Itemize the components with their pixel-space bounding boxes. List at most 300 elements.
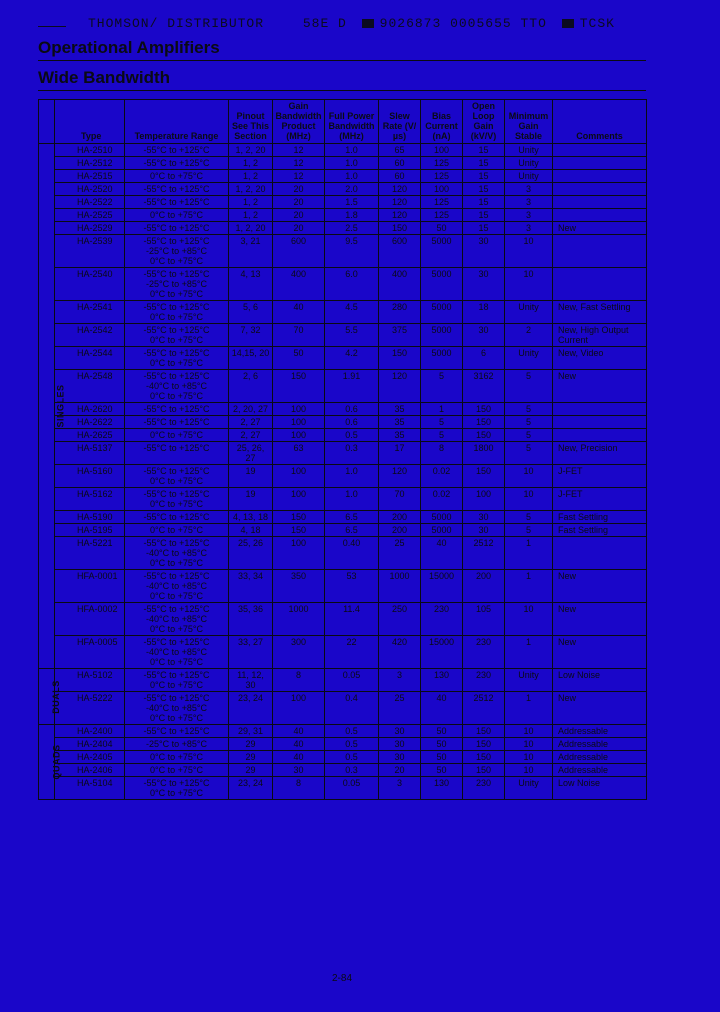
bias-current-cell: 50 (421, 222, 463, 235)
open-loop-gain-cell: 2512 (463, 537, 505, 570)
group-label: QUADS (51, 744, 62, 780)
temperature-range-line: -55°C to +125°C (143, 604, 210, 614)
gain-bandwidth-cell: 40 (273, 725, 325, 738)
temperature-range-line: -55°C to +125°C (143, 670, 210, 680)
full-power-bandwidth-cell: 6.5 (325, 511, 379, 524)
type-cell: HA-2529 (55, 222, 125, 235)
type-cell: HA-2542 (55, 324, 125, 347)
type-cell: HA-2400 (55, 725, 125, 738)
gain-bandwidth-cell: 40 (273, 751, 325, 764)
col-header-open-loop-gain: Open Loop Gain (kV/V) (463, 100, 505, 144)
min-gain-stable-cell: Unity (505, 301, 553, 324)
col-header-comments: Comments (553, 100, 647, 144)
min-gain-stable-cell: 10 (505, 603, 553, 636)
type-cell: HA-2510 (55, 144, 125, 157)
table-row (39, 416, 647, 429)
pinout-cell: 5, 6 (229, 301, 273, 324)
comments-cell: New, Fast Settling (553, 301, 647, 324)
temperature-range-line: -40°C to +85°C (146, 548, 207, 558)
table-row (39, 465, 647, 488)
temperature-range-line: -40°C to +85°C (146, 647, 207, 657)
temperature-cell (125, 465, 229, 488)
comments-cell (553, 196, 647, 209)
subsection-title: Wide Bandwidth (38, 68, 171, 87)
bias-current-cell: 100 (421, 183, 463, 196)
temperature-cell (125, 537, 229, 570)
table-row (39, 570, 647, 603)
type-cell: HA-5162 (55, 488, 125, 511)
type-cell: HA-2544 (55, 347, 125, 370)
temperature-range-line: 0°C to +75°C (150, 525, 203, 535)
open-loop-gain-cell: 15 (463, 196, 505, 209)
header-code-1: 58E D (302, 16, 347, 31)
min-gain-stable-cell: 5 (505, 403, 553, 416)
temperature-range-line: -55°C to +125°C (143, 417, 210, 427)
full-power-bandwidth-cell: 1.0 (325, 488, 379, 511)
col-header-temperature: Temperature Range (125, 100, 229, 144)
temperature-range-line: 0°C to +75°C (150, 680, 203, 690)
slew-rate-cell: 60 (379, 170, 421, 183)
temperature-range-line: -55°C to +125°C (143, 778, 210, 788)
slew-rate-cell: 20 (379, 764, 421, 777)
open-loop-gain-cell: 230 (463, 669, 505, 692)
temperature-range-line: 0°C to +75°C (150, 312, 203, 322)
temperature-range-line: -55°C to +125°C (143, 223, 210, 233)
open-loop-gain-cell: 105 (463, 603, 505, 636)
full-power-bandwidth-cell: 5.5 (325, 324, 379, 347)
temperature-cell (125, 324, 229, 347)
full-power-bandwidth-cell: 0.05 (325, 669, 379, 692)
bias-current-cell: 50 (421, 751, 463, 764)
type-cell: HA-5221 (55, 537, 125, 570)
temperature-range-line: -55°C to +125°C (143, 145, 210, 155)
table-row (39, 524, 647, 537)
temperature-cell (125, 183, 229, 196)
table-row (39, 196, 647, 209)
open-loop-gain-cell: 2512 (463, 692, 505, 725)
pinout-cell: 25, 26, 27 (229, 442, 273, 465)
pinout-cell: 1, 2, 20 (229, 222, 273, 235)
table-row (39, 429, 647, 442)
comments-cell: Addressable (553, 738, 647, 751)
full-power-bandwidth-cell: 0.5 (325, 738, 379, 751)
min-gain-stable-cell: Unity (505, 170, 553, 183)
temperature-range-line: -25°C to +85°C (146, 246, 207, 256)
temperature-cell (125, 301, 229, 324)
type-cell: HA-5102 (55, 669, 125, 692)
temperature-range-line: 0°C to +75°C (150, 210, 203, 220)
temperature-cell (125, 524, 229, 537)
table-row (39, 222, 647, 235)
full-power-bandwidth-cell: 0.3 (325, 764, 379, 777)
temperature-cell (125, 144, 229, 157)
comments-cell: New (553, 692, 647, 725)
col-header-bias-current: Bias Current (nA) (421, 100, 463, 144)
min-gain-stable-cell: Unity (505, 144, 553, 157)
bias-current-cell: 5000 (421, 524, 463, 537)
type-cell: HA-2406 (55, 764, 125, 777)
full-power-bandwidth-cell: 2.5 (325, 222, 379, 235)
comments-cell: Low Noise (553, 669, 647, 692)
bias-current-cell: 125 (421, 157, 463, 170)
table-row (39, 537, 647, 570)
full-power-bandwidth-cell: 1.0 (325, 170, 379, 183)
full-power-bandwidth-cell: 1.5 (325, 196, 379, 209)
temperature-range-line: -55°C to +125°C (143, 236, 210, 246)
full-power-bandwidth-cell: 0.6 (325, 416, 379, 429)
bias-current-cell: 100 (421, 144, 463, 157)
spec-table-body (39, 144, 647, 800)
bias-current-cell: 40 (421, 692, 463, 725)
bias-current-cell: 5000 (421, 347, 463, 370)
group-label-cell (39, 669, 61, 725)
temperature-cell (125, 488, 229, 511)
min-gain-stable-cell: 10 (505, 235, 553, 268)
temperature-range-line: -55°C to +125°C (143, 158, 210, 168)
gain-bandwidth-cell: 100 (273, 537, 325, 570)
comments-cell: Addressable (553, 751, 647, 764)
table-row (39, 777, 647, 800)
slew-rate-cell: 280 (379, 301, 421, 324)
pinout-cell: 4, 13, 18 (229, 511, 273, 524)
bias-current-cell: 15000 (421, 636, 463, 669)
min-gain-stable-cell: 1 (505, 537, 553, 570)
table-row (39, 751, 647, 764)
temperature-cell (125, 429, 229, 442)
type-cell: HA-2520 (55, 183, 125, 196)
gain-bandwidth-cell: 12 (273, 170, 325, 183)
open-loop-gain-cell: 150 (463, 764, 505, 777)
min-gain-stable-cell: 5 (505, 524, 553, 537)
full-power-bandwidth-cell: 6.0 (325, 268, 379, 301)
table-row (39, 488, 647, 511)
comments-cell: Addressable (553, 764, 647, 777)
slew-rate-cell: 400 (379, 268, 421, 301)
comments-cell: J-FET (553, 488, 647, 511)
table-row (39, 157, 647, 170)
min-gain-stable-cell: 10 (505, 764, 553, 777)
col-header-slew-rate: Slew Rate (V/µs) (379, 100, 421, 144)
col-header-gain-bandwidth: Gain Bandwidth Product (MHz) (273, 100, 325, 144)
pinout-cell: 14,15, 20 (229, 347, 273, 370)
type-cell: HA-2539 (55, 235, 125, 268)
temperature-range-line: -55°C to +125°C (143, 302, 210, 312)
table-row (39, 235, 647, 268)
open-loop-gain-cell: 15 (463, 144, 505, 157)
comments-cell: Addressable (553, 725, 647, 738)
temperature-cell (125, 196, 229, 209)
type-cell: HA-5195 (55, 524, 125, 537)
pinout-cell: 2, 27 (229, 416, 273, 429)
comments-cell (553, 268, 647, 301)
gain-bandwidth-cell: 150 (273, 511, 325, 524)
gain-bandwidth-cell: 12 (273, 157, 325, 170)
slew-rate-cell: 120 (379, 183, 421, 196)
temperature-range-line: -55°C to +125°C (143, 693, 210, 703)
temperature-cell (125, 692, 229, 725)
col-header-full-power-bandwidth: Full Power Bandwidth (MHz) (325, 100, 379, 144)
slew-rate-cell: 120 (379, 370, 421, 403)
temperature-range-line: -55°C to +125°C (143, 197, 210, 207)
comments-cell (553, 183, 647, 196)
type-cell: HA-5104 (55, 777, 125, 800)
pinout-cell: 2, 20, 27 (229, 403, 273, 416)
pinout-cell: 23, 24 (229, 692, 273, 725)
comments-cell: Low Noise (553, 777, 647, 800)
temperature-range-line: -55°C to +125°C (143, 371, 210, 381)
section-title-rule (38, 60, 646, 61)
type-cell: HA-2625 (55, 429, 125, 442)
table-row (39, 603, 647, 636)
temperature-range-line: 0°C to +75°C (150, 752, 203, 762)
comments-cell (553, 235, 647, 268)
table-row (39, 764, 647, 777)
gain-bandwidth-cell: 8 (273, 669, 325, 692)
open-loop-gain-cell: 200 (463, 570, 505, 603)
full-power-bandwidth-cell: 2.0 (325, 183, 379, 196)
temperature-range-line: 0°C to +75°C (150, 591, 203, 601)
temperature-range-line: 0°C to +75°C (150, 391, 203, 401)
min-gain-stable-cell: 5 (505, 416, 553, 429)
table-row (39, 209, 647, 222)
gain-bandwidth-cell: 20 (273, 209, 325, 222)
type-cell: HA-5190 (55, 511, 125, 524)
comments-cell (553, 429, 647, 442)
slew-rate-cell: 17 (379, 442, 421, 465)
slew-rate-cell: 30 (379, 738, 421, 751)
min-gain-stable-cell: 5 (505, 370, 553, 403)
temperature-range-line: 0°C to +75°C (150, 788, 203, 798)
gain-bandwidth-cell: 30 (273, 764, 325, 777)
temperature-range-line: 0°C to +75°C (150, 499, 203, 509)
pinout-cell: 7, 32 (229, 324, 273, 347)
min-gain-stable-cell: 3 (505, 196, 553, 209)
gain-bandwidth-cell: 100 (273, 692, 325, 725)
comments-cell: New (553, 222, 647, 235)
table-row (39, 170, 647, 183)
temperature-cell (125, 170, 229, 183)
bias-current-cell: 8 (421, 442, 463, 465)
temperature-range-line: -55°C to +125°C (143, 404, 210, 414)
type-cell: HA-2512 (55, 157, 125, 170)
pinout-cell: 29 (229, 738, 273, 751)
temperature-range-line: -55°C to +125°C (143, 466, 210, 476)
gain-bandwidth-cell: 40 (273, 738, 325, 751)
temperature-range-line: -55°C to +125°C (143, 325, 210, 335)
full-power-bandwidth-cell: 53 (325, 570, 379, 603)
temperature-cell (125, 157, 229, 170)
full-power-bandwidth-cell: 1.91 (325, 370, 379, 403)
temperature-cell (125, 603, 229, 636)
gain-bandwidth-cell: 20 (273, 183, 325, 196)
open-loop-gain-cell: 15 (463, 170, 505, 183)
temperature-range-line: -40°C to +85°C (146, 614, 207, 624)
table-row (39, 725, 647, 738)
temperature-cell (125, 738, 229, 751)
full-power-bandwidth-cell: 4.5 (325, 301, 379, 324)
gain-bandwidth-cell: 400 (273, 268, 325, 301)
table-row (39, 183, 647, 196)
slew-rate-cell: 65 (379, 144, 421, 157)
slew-rate-cell: 150 (379, 347, 421, 370)
min-gain-stable-cell: 5 (505, 511, 553, 524)
gain-bandwidth-cell: 100 (273, 429, 325, 442)
temperature-range-line: 0°C to +75°C (150, 430, 203, 440)
gain-bandwidth-cell: 50 (273, 347, 325, 370)
slew-rate-cell: 3 (379, 669, 421, 692)
gain-bandwidth-cell: 63 (273, 442, 325, 465)
comments-cell: New, Video (553, 347, 647, 370)
pinout-cell: 33, 27 (229, 636, 273, 669)
gain-bandwidth-cell: 150 (273, 524, 325, 537)
type-cell: HFA-0005 (55, 636, 125, 669)
slew-rate-cell: 70 (379, 488, 421, 511)
type-cell: HA-2522 (55, 196, 125, 209)
full-power-bandwidth-cell: 0.3 (325, 442, 379, 465)
header-code-3: TCSK (579, 16, 615, 31)
temperature-cell (125, 416, 229, 429)
op-amp-spec-table (38, 99, 647, 800)
distributor-label: THOMSON/ DISTRIBUTOR (88, 16, 265, 31)
bias-current-cell: 5000 (421, 511, 463, 524)
pinout-cell: 1, 2 (229, 209, 273, 222)
open-loop-gain-cell: 150 (463, 416, 505, 429)
temperature-cell (125, 347, 229, 370)
temperature-range-line: 0°C to +75°C (150, 558, 203, 568)
gain-bandwidth-cell: 8 (273, 777, 325, 800)
full-power-bandwidth-cell: 4.2 (325, 347, 379, 370)
open-loop-gain-cell: 1800 (463, 442, 505, 465)
bias-current-cell: 50 (421, 725, 463, 738)
table-row (39, 738, 647, 751)
bias-current-cell: 130 (421, 669, 463, 692)
comments-cell (553, 170, 647, 183)
pinout-cell: 2, 27 (229, 429, 273, 442)
temperature-cell (125, 725, 229, 738)
type-cell: HA-2540 (55, 268, 125, 301)
table-row (39, 692, 647, 725)
temperature-range-line: -40°C to +85°C (146, 581, 207, 591)
min-gain-stable-cell: 10 (505, 268, 553, 301)
comments-cell (553, 144, 647, 157)
comments-cell: New (553, 570, 647, 603)
bias-current-cell: 5000 (421, 301, 463, 324)
gain-bandwidth-cell: 20 (273, 222, 325, 235)
gain-bandwidth-cell: 300 (273, 636, 325, 669)
bias-current-cell: 5000 (421, 324, 463, 347)
min-gain-stable-cell: 5 (505, 442, 553, 465)
slew-rate-cell: 3 (379, 777, 421, 800)
open-loop-gain-cell: 100 (463, 488, 505, 511)
bias-current-cell: 15000 (421, 570, 463, 603)
table-row (39, 636, 647, 669)
open-loop-gain-cell: 150 (463, 751, 505, 764)
full-power-bandwidth-cell: 11.4 (325, 603, 379, 636)
open-loop-gain-cell: 30 (463, 324, 505, 347)
open-loop-gain-cell: 18 (463, 301, 505, 324)
pinout-cell: 19 (229, 488, 273, 511)
type-cell: HA-2515 (55, 170, 125, 183)
pinout-cell: 29, 31 (229, 725, 273, 738)
full-power-bandwidth-cell: 0.5 (325, 429, 379, 442)
open-loop-gain-cell: 30 (463, 511, 505, 524)
open-loop-gain-cell: 150 (463, 465, 505, 488)
temperature-range-line: -55°C to +125°C (143, 443, 210, 453)
temperature-cell (125, 403, 229, 416)
group-header-cell (39, 100, 55, 144)
gain-bandwidth-cell: 150 (273, 370, 325, 403)
type-cell: HA-2525 (55, 209, 125, 222)
temperature-range-line: -55°C to +125°C (143, 489, 210, 499)
comments-cell (553, 209, 647, 222)
open-loop-gain-cell: 150 (463, 738, 505, 751)
temperature-range-line: -55°C to +125°C (143, 637, 210, 647)
gain-bandwidth-cell: 350 (273, 570, 325, 603)
gain-bandwidth-cell: 70 (273, 324, 325, 347)
min-gain-stable-cell: Unity (505, 777, 553, 800)
temperature-range-line: 0°C to +75°C (150, 624, 203, 634)
gain-bandwidth-cell: 1000 (273, 603, 325, 636)
header-code-2: 9026873 0005655 TTO (379, 16, 547, 31)
comments-cell: Fast Settling (553, 524, 647, 537)
temperature-range-line: 0°C to +75°C (150, 289, 203, 299)
bias-current-cell: 125 (421, 170, 463, 183)
bias-current-cell: 0.02 (421, 488, 463, 511)
bias-current-cell: 5000 (421, 235, 463, 268)
temperature-range-line: -40°C to +85°C (146, 703, 207, 713)
open-loop-gain-cell: 15 (463, 209, 505, 222)
type-cell: HA-2548 (55, 370, 125, 403)
open-loop-gain-cell: 30 (463, 268, 505, 301)
bias-current-cell: 5 (421, 416, 463, 429)
group-label-cell (39, 725, 62, 800)
comments-cell: New (553, 636, 647, 669)
temperature-range-line: -40°C to +85°C (146, 381, 207, 391)
pinout-cell: 11, 12, 30 (229, 669, 273, 692)
temperature-range-line: 0°C to +75°C (150, 476, 203, 486)
pinout-cell: 3, 21 (229, 235, 273, 268)
table-row (39, 511, 647, 524)
full-power-bandwidth-cell: 0.05 (325, 777, 379, 800)
open-loop-gain-cell: 230 (463, 777, 505, 800)
page-number: 2-84 (332, 973, 353, 984)
bias-current-cell: 50 (421, 738, 463, 751)
temperature-cell (125, 570, 229, 603)
type-cell: HA-5160 (55, 465, 125, 488)
type-cell: HA-2620 (55, 403, 125, 416)
temperature-range-line: -55°C to +125°C (143, 538, 210, 548)
gain-bandwidth-cell: 12 (273, 144, 325, 157)
open-loop-gain-cell: 230 (463, 636, 505, 669)
temperature-range-line: -55°C to +125°C (143, 348, 210, 358)
type-cell: HA-2541 (55, 301, 125, 324)
open-loop-gain-cell: 15 (463, 157, 505, 170)
pinout-cell: 1, 2, 20 (229, 183, 273, 196)
slew-rate-cell: 200 (379, 511, 421, 524)
slew-rate-cell: 25 (379, 537, 421, 570)
min-gain-stable-cell: 10 (505, 465, 553, 488)
type-cell: HFA-0002 (55, 603, 125, 636)
scan-header-line (38, 16, 678, 31)
temperature-range-line: -55°C to +125°C (143, 726, 210, 736)
comments-cell: New (553, 370, 647, 403)
temperature-cell (125, 751, 229, 764)
slew-rate-cell: 30 (379, 751, 421, 764)
gain-bandwidth-cell: 20 (273, 196, 325, 209)
full-power-bandwidth-cell: 0.6 (325, 403, 379, 416)
pinout-cell: 19 (229, 465, 273, 488)
col-header-pinout: Pinout See This Section (229, 100, 273, 144)
